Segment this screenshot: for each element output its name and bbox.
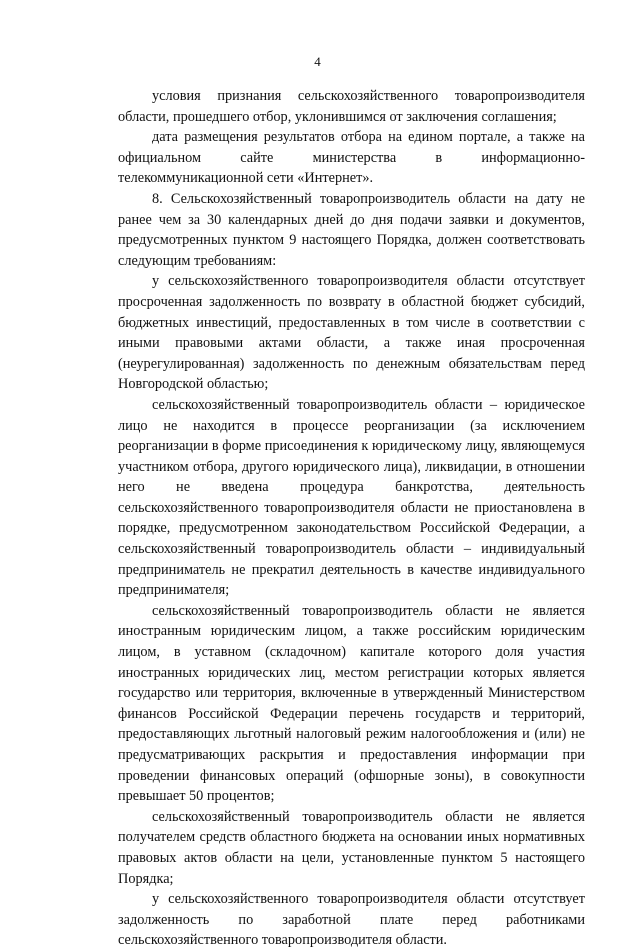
page-number: 4 xyxy=(314,54,321,69)
paragraph-clause-8: 8. Сельскохозяйственный товаропроизводитель области на дату не ранее чем за 30 календарных дней до дня подачи заявки и документов, предусмотренных пунктом 9 настоящего Порядка, должен соответствовать следующим требованиям: xyxy=(118,190,585,269)
paragraph-publication-date: дата размещения результатов отбора на едином портале, а также на официальном сайте министерства в информационно-телекоммуникационной сети «Интернет». xyxy=(118,129,585,187)
paragraph-not-other-recipient: сельскохозяйственный товаропроизводитель области не является получателем средств областного бюджета на основании иных нормативных правовых актов области на цели, установленные пунктом 5 настоящего Порядка; xyxy=(118,808,585,887)
paragraph-no-wage-arrears: у сельскохозяйственного товаропроизводителя области отсутствует задолженность по заработной плате перед работниками сельскохозяйственного товаропроизводителя области. xyxy=(118,891,585,949)
paragraph-not-foreign-entity: сельскохозяйственный товаропроизводитель области не является иностранным юридическим лицом, а также российским юридическим лицом, в уставном (складочном) капитале которого доля участия иностранных юридических лиц, местом регистрации которых является государство или территория, включенные в утвержденный Министерством финансов Российской Федерации перечень государств и территорий, предоставляющих льготный налоговый режим налогообложения и (или) не предусматривающих раскрытия и предоставления информации при проведении финансовых операций (офшорные зоны), в совокупности превышает 50 процентов; xyxy=(118,602,585,805)
paragraph-no-reorganization: сельскохозяйственный товаропроизводитель области – юридическое лицо не находится в процессе реорганизации (за исключением реорганизации в форме присоединения к юридическому лицу, являющемуся участником отбора, другого юридического лица), ликвидации, в отношении него не введена процедура банкротства, деятельность сельскохозяйственного товаропроизводителя области не приостановлена в порядке, предусмотренном законодательством Российской Федерации, а сельскохозяйственный товаропроизводитель области – индивидуальный предприниматель не прекратил деятельность в качестве индивидуального предпринимателя; xyxy=(118,396,585,599)
document-body xyxy=(118,86,585,951)
paragraph-no-overdue-debt: у сельскохозяйственного товаропроизводителя области отсутствует просроченная задолженность по возврату в областной бюджет субсидий, бюджетных инвестиций, предоставленных в том числе в соответствии с иными правовыми актами области, а также иная просроченная (неурегулированная) задолженность по денежным обязательствам перед Новгородской областью; xyxy=(118,273,585,393)
paragraph-selection-conditions: условия признания сельскохозяйственного товаропроизводителя области, прошедшего отбор, уклонившимся от заключения соглашения; xyxy=(118,88,585,125)
